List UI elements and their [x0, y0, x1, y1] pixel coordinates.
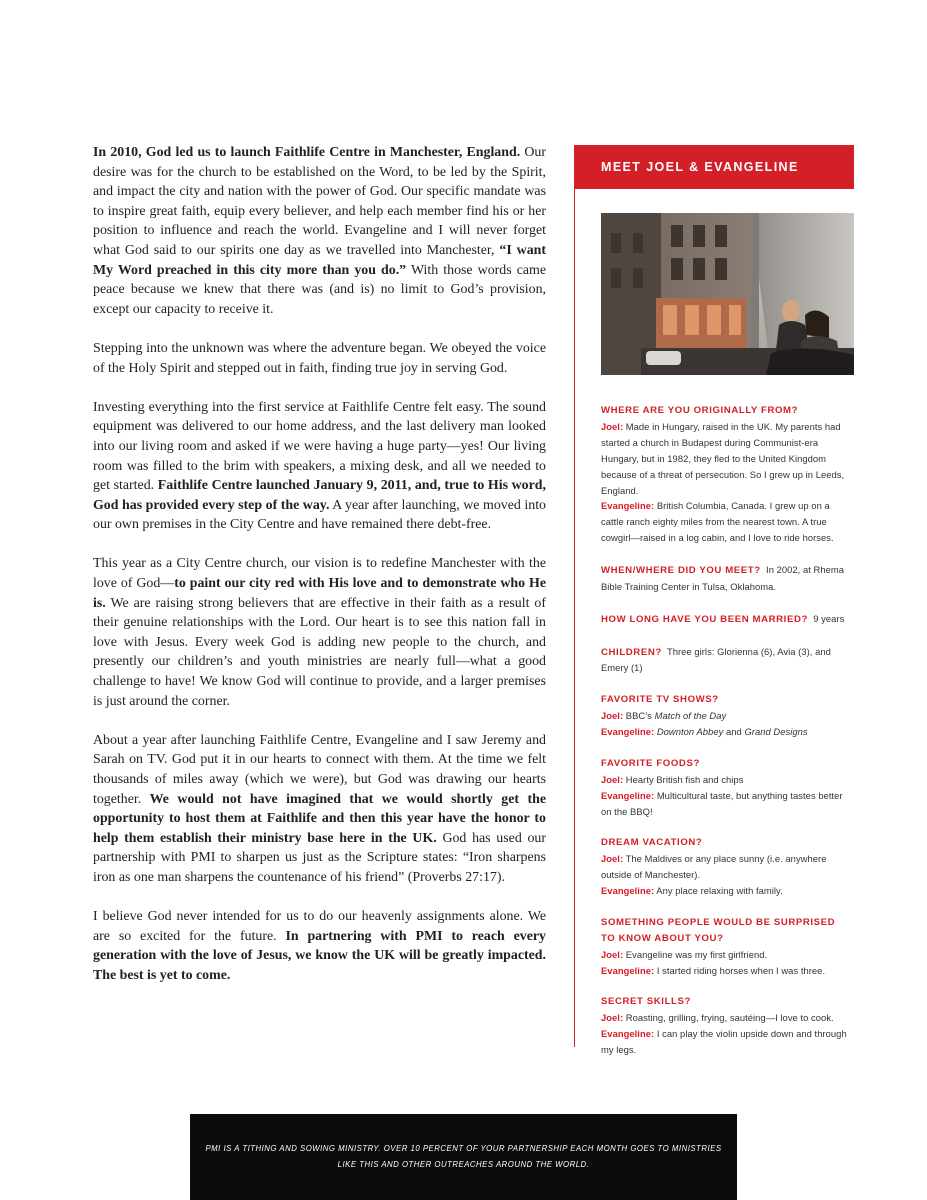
- answer-joel: Joel: Evangeline was my first girlfriend.: [601, 948, 768, 960]
- bold-text-run: In 2010, God led us to launch Faithlife Centre in Manchester, England.: [93, 145, 521, 160]
- answer-evangeline: Evangeline: Multicultural taste, but anything tastes better on the BBQ!: [601, 789, 843, 817]
- answer-joel: Joel: Roasting, grilling, frying, sautéing—I love to cook.: [601, 1012, 834, 1024]
- answer-joel: Joel: The Maldives or any place sunny (i.e. anywhere outside of Manchester).: [601, 853, 827, 881]
- bold-text-run: Faithlife Centre launched January 9, 2011, and, true to His word, God has provided every step of the way.: [93, 478, 546, 513]
- qa-children: [601, 644, 851, 677]
- qa-surprise: [601, 915, 851, 979]
- footer-line-2: LIKE THIS AND OTHER OUTREACHES AROUND THE WORLD.: [337, 1159, 590, 1169]
- bold-text-run: In partnering with PMI to reach every generation with the love of Jesus, we know the UK will be greatly impacted. The best is yet to come.: [93, 928, 546, 983]
- paragraph-2: [93, 339, 546, 378]
- text-run: Our desire was for the church to be established on the Word, to be led by the Spirit, and impact the city and nation with the power of God. Our specific mandate was to inspire great faith, equip every believer, and help each member find his or her position to influence and reach the world. Evangeline and I will never forget what God said to our spirits one day as we travelled into Manchester,: [93, 145, 546, 258]
- answer: 9 years: [807, 612, 845, 624]
- footer-banner: [190, 1114, 737, 1200]
- question: WHEN/WHERE DID YOU MEET?: [601, 565, 761, 577]
- text-run: With those words came peace because we knew that there was (and is) no limit to God’s provision, except our capacity to receive it.: [93, 262, 547, 317]
- text-run: About a year after launching Faithlife Centre, Evangeline and I saw Jeremy and Sarah on TV. God put it in our hearts to connect with them. At the time we felt thousands of miles away (which we were), but God was drawing our hearts together.: [93, 732, 546, 807]
- footer-line-1: PMI IS A TITHING AND SOWING MINISTRY. OVER 10 PERCENT OF YOUR PARTNERSHIP EACH MONTH GOES TO MINISTRIES: [205, 1144, 722, 1153]
- paragraph-4: [93, 554, 546, 711]
- text-run: Investing everything into the first service at Faithlife Centre felt easy. The sound equipment was delivered to our home address, and the last delivery man looked into our living room and asked if we were having a huge party—yes! Our living room was filled to the brim with speakers, a mixing desk, and all we needed to get started.: [93, 399, 546, 494]
- bold-text-run: We would not have imagined that we would shortly get the opportunity to host them at Faithlife and then this year have the honor to help them establish their ministry base here in the UK.: [93, 791, 546, 846]
- answer: In 2002, at Rhema Bible Training Center in Tulsa, Oklahoma.: [601, 564, 847, 592]
- article-body: [93, 143, 546, 986]
- answer-evangeline: Evangeline: British Columbia, Canada. I grew up on a cattle ranch eighty miles from the nearest town. A true cowgirl—raised in a log cabin, and I love to ride horses.: [601, 500, 834, 544]
- question: FAVORITE FOODS?: [601, 757, 700, 769]
- paragraph-1: [93, 143, 546, 319]
- text-run: I believe God never intended for us to do our heavenly assignments alone. We are so excited for the future.: [93, 909, 546, 944]
- answer-evangeline: Evangeline: I can play the violin upside down and through my legs.: [601, 1028, 847, 1056]
- qa-tv-shows: [601, 692, 851, 740]
- sidebar-title: MEET JOEL & EVANGELINE: [575, 145, 854, 189]
- bold-text-run: “I want My Word preached in this city more than you do.”: [93, 242, 546, 278]
- sidebar: [574, 145, 854, 1056]
- question: WHERE ARE YOU ORIGINALLY FROM?: [601, 405, 799, 416]
- answer-evangeline: Evangeline: Any place relaxing with family.: [601, 885, 783, 897]
- answer-joel: Joel: BBC’s Match of the Day: [601, 710, 727, 722]
- question: SOMETHING PEOPLE WOULD BE SURPRISED TO KNOW ABOUT YOU?: [601, 916, 836, 944]
- qa-met: [601, 562, 851, 595]
- question: HOW LONG HAVE YOU BEEN MARRIED?: [601, 613, 808, 625]
- answer-evangeline: Evangeline: Downton Abbey and Grand Designs: [601, 726, 808, 738]
- qa-vacation: [601, 835, 851, 899]
- text-run: A year after launching, we moved into our own premises in the City Centre and have remained there debt-free.: [93, 497, 546, 533]
- qa-section: [601, 403, 851, 1074]
- bold-text-run: to paint our city red with His love and to demonstrate who He is.: [93, 576, 546, 611]
- answer-joel: Joel: Hearty British fish and chips: [601, 773, 744, 785]
- question: DREAM VACATION?: [601, 837, 703, 849]
- paragraph-5: [93, 731, 546, 888]
- answer-joel: Joel: Made in Hungary, raised in the UK. My parents had started a church in Budapest during Communist-era Hungary, but in 1982, they fled to the United Kingdom because of a threat of persecution. So I grew up in Leeds, England.: [601, 420, 845, 496]
- text-run: Stepping into the unknown was where the adventure began. We obeyed the voice of the Holy Spirit and stepped out in faith, finding true joy in serving God.: [93, 340, 546, 376]
- answer-evangeline: Evangeline: I started riding horses when I was three.: [601, 964, 826, 976]
- qa-origin: [601, 403, 851, 546]
- qa-skills: [601, 994, 851, 1058]
- answer: Three girls: Glorienna (6), Avia (3), and Emery (1): [601, 645, 834, 674]
- photo-image: [601, 213, 854, 375]
- paragraph-3: [93, 398, 546, 535]
- question: SECRET SKILLS?: [601, 996, 691, 1008]
- qa-foods: [601, 756, 851, 820]
- qa-married: [601, 611, 851, 628]
- text-run: God has used our partnership with PMI to sharpen us just as the Scripture states: “Iron sharpens iron as one man sharpens the countenance of his friend” (Proverbs 27:17).: [93, 830, 546, 885]
- paragraph-6: [93, 907, 546, 985]
- text-run: We are raising strong believers that are effective in their faith as a result of their genuine relationships with the Lord. Our heart is to see this nation fall in love with Jesus. Every week God is adding new people to the church, and presently our children’s and youth ministries are nearly full—what a good challenge to have! We know God will continue to provide, and a larger premises is just around the corner.: [93, 595, 546, 709]
- question: FAVORITE TV SHOWS?: [601, 694, 719, 706]
- question: CHILDREN?: [601, 646, 662, 658]
- text-run: This year as a City Centre church, our vision is to redefine Manchester with the love of God—: [93, 556, 546, 592]
- couple-photo: [601, 213, 854, 375]
